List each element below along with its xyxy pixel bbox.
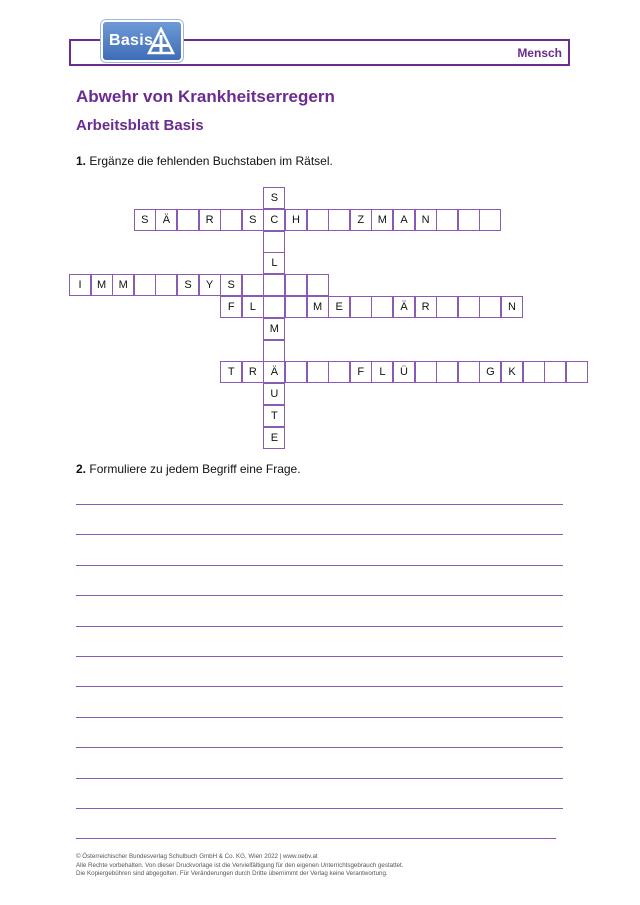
crossword-cell[interactable] (458, 296, 480, 318)
crossword-cell[interactable]: S (220, 274, 242, 296)
crossword-cell[interactable] (328, 361, 350, 383)
crossword-cell[interactable] (544, 361, 566, 383)
logo-text: Basis (109, 32, 154, 49)
crossword-cell[interactable] (285, 274, 307, 296)
crossword-cell[interactable]: Ü (393, 361, 415, 383)
answer-line[interactable] (76, 838, 556, 839)
crossword-cell[interactable] (220, 209, 242, 231)
answer-line[interactable] (76, 808, 563, 809)
crossword-cell[interactable]: A (393, 209, 415, 231)
task-2-text: Formuliere zu jedem Begriff eine Frage. (89, 462, 301, 476)
crossword-cell[interactable] (371, 296, 393, 318)
crossword-cell[interactable]: M (307, 296, 329, 318)
crossword-cell[interactable] (479, 209, 501, 231)
crossword-cell[interactable] (177, 209, 199, 231)
crossword-cell[interactable]: U (263, 383, 285, 405)
page-title: Abwehr von Krankheitserregern (76, 87, 335, 106)
crossword-cell[interactable] (155, 274, 177, 296)
crossword-cell[interactable] (436, 209, 458, 231)
crossword-cell[interactable]: R (242, 361, 264, 383)
crossword-cell[interactable] (566, 361, 588, 383)
crossword-cell[interactable]: C (263, 209, 285, 231)
answer-line[interactable] (76, 504, 563, 505)
crossword-cell[interactable]: R (415, 296, 437, 318)
crossword-cell[interactable]: G (479, 361, 501, 383)
crossword-cell[interactable]: L (371, 361, 393, 383)
task-1-text: Ergänze die fehlenden Buchstaben im Rätsel. (89, 154, 333, 168)
crossword-cell[interactable] (263, 274, 285, 296)
section-label: Mensch (517, 46, 562, 60)
task-2 (76, 462, 301, 476)
crossword-cell[interactable] (263, 296, 285, 318)
crossword-cell[interactable]: N (501, 296, 523, 318)
crossword-cell[interactable] (242, 274, 264, 296)
crossword-cell[interactable]: E (328, 296, 350, 318)
answer-line[interactable] (76, 656, 563, 657)
crossword-cell[interactable]: Ä (263, 361, 285, 383)
crossword-cell[interactable]: N (415, 209, 437, 231)
crossword-cell[interactable] (307, 361, 329, 383)
footer (76, 853, 403, 879)
crossword-cell[interactable]: S (242, 209, 264, 231)
answer-line[interactable] (76, 626, 563, 627)
crossword-cell[interactable] (458, 209, 480, 231)
crossword-cell[interactable]: F (220, 296, 242, 318)
crossword-cell[interactable] (285, 296, 307, 318)
answer-line[interactable] (76, 595, 563, 596)
crossword-cell[interactable]: S (263, 187, 285, 209)
crossword-cell[interactable] (263, 231, 285, 253)
crossword-cell[interactable]: Z (350, 209, 372, 231)
crossword-cell[interactable]: M (263, 318, 285, 340)
answer-line[interactable] (76, 534, 563, 535)
crossword-cell[interactable] (415, 361, 437, 383)
task-2-number: 2. (76, 462, 87, 476)
crossword-cell[interactable]: M (91, 274, 113, 296)
crossword-cell[interactable] (436, 296, 458, 318)
crossword-cell[interactable]: M (112, 274, 134, 296)
answer-line[interactable] (76, 686, 563, 687)
footer-rights: Alle Rechte vorbehalten. Von dieser Druckvorlage ist die Vervielfältigung für den eigenen Unterrichtsgebrauch gestattet. (76, 861, 404, 869)
task-1-number: 1. (76, 154, 87, 168)
crossword-cell[interactable]: S (134, 209, 156, 231)
footer-fees: Die Kopiergebühren sind abgegolten. Für Veränderungen durch Dritte übernimmt der Verlag keine Verantwortung. (76, 870, 388, 878)
crossword-cell[interactable]: T (263, 405, 285, 427)
crossword-cell[interactable]: F (350, 361, 372, 383)
crossword-cell[interactable] (134, 274, 156, 296)
crossword-cell[interactable] (458, 361, 480, 383)
crossword-cell[interactable]: S (177, 274, 199, 296)
crossword-cell[interactable]: I (69, 274, 91, 296)
answer-line[interactable] (76, 747, 563, 748)
crossword-cell[interactable] (436, 361, 458, 383)
crossword-cell[interactable] (479, 296, 501, 318)
crossword-cell[interactable]: Ä (393, 296, 415, 318)
crossword-cell[interactable]: L (263, 252, 285, 274)
answer-line[interactable] (76, 778, 563, 779)
answer-line[interactable] (76, 565, 563, 566)
crossword-cell[interactable]: Ä (155, 209, 177, 231)
crossword-cell[interactable]: L (242, 296, 264, 318)
crossword-cell[interactable]: R (199, 209, 221, 231)
crossword-cell[interactable]: Y (199, 274, 221, 296)
crossword-cell[interactable]: E (263, 427, 285, 449)
crossword-cell[interactable]: H (285, 209, 307, 231)
crossword-cell[interactable] (263, 340, 285, 362)
crossword-cell[interactable]: M (371, 209, 393, 231)
crossword-cell[interactable] (285, 361, 307, 383)
crossword-cell[interactable] (523, 361, 545, 383)
answer-line[interactable] (76, 717, 563, 718)
crossword-cell[interactable]: K (501, 361, 523, 383)
page-subtitle: Arbeitsblatt Basis (76, 117, 204, 134)
crossword-cell[interactable] (307, 274, 329, 296)
crossword-cell[interactable]: T (220, 361, 242, 383)
crossword-cell[interactable] (307, 209, 329, 231)
footer-copyright: © Österreichischer Bundesverlag Schulbuch GmbH & Co. KG, Wien 2022 | www.oebv.at (76, 853, 318, 860)
crossword-cell[interactable] (328, 209, 350, 231)
crossword-cell[interactable] (350, 296, 372, 318)
